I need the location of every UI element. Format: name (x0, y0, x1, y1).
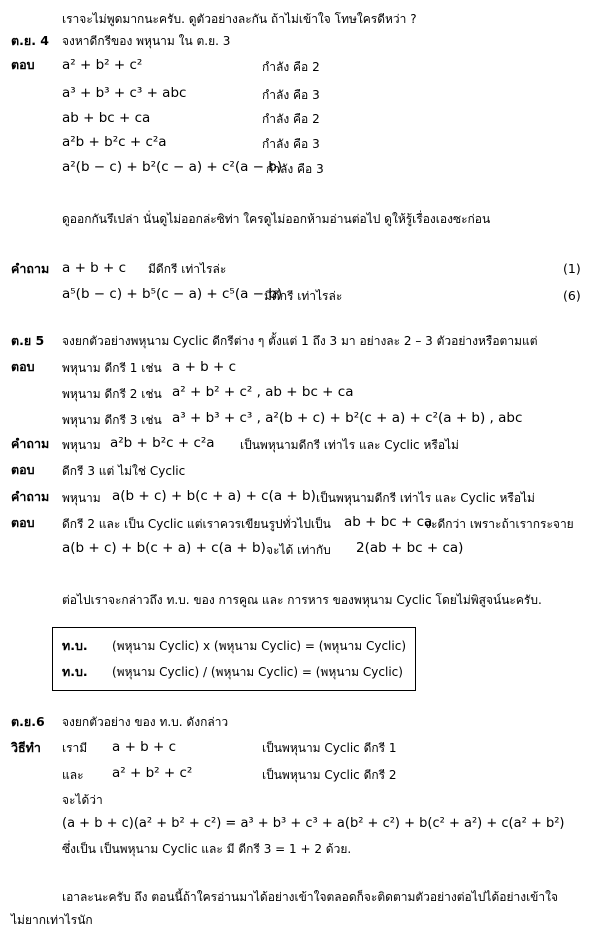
ex4-degree-2: กำลัง คือ 3 (262, 88, 320, 102)
question-cyclic-2-pre: พหุนาม (62, 491, 101, 505)
ex6-r5: ซึ่งเป็น เป็นพหุนาม Cyclic และ มี ดีกรี 3 = 1 + 2 ด้วย. (62, 842, 352, 856)
question-2-text: มีดีกรี เท่าไรล่ะ (264, 289, 343, 303)
ex4-expr-4: a²b + b²c + c²a (62, 134, 167, 150)
question-2-expr: a⁵(b − c) + b⁵(c − a) + c⁵(a − b) (62, 286, 283, 302)
theorem-2-label: ท.บ. (62, 664, 88, 679)
example-5-answer-label: ตอบ (11, 359, 35, 374)
intro-line: เราจะไม่พูดมากนะครับ. ดูตัวอย่างละกัน ถ้าไม่เข้าใจ โทษใครดีหว่า ? (62, 12, 417, 26)
ex6-r1-desc: เป็นพหุนาม Cyclic ดีกรี 1 (262, 741, 397, 755)
theorem-1-text: (พหุนาม Cyclic) x (พหุนาม Cyclic) = (พหุนาม Cyclic) (112, 639, 406, 653)
ex6-r4-expr: (a + b + c)(a² + b² + c²) = a³ + b³ + c³ + a(b² + c²) + b(c² + a²) + c(a² + b²) (62, 816, 565, 831)
answer-cyclic-2-expr: ab + bc + ca (344, 514, 433, 530)
ex5-a2-text: พหุนาม ดีกรี 2 เช่น (62, 387, 162, 401)
ex6-r2-pre: และ (62, 768, 84, 782)
ex5-a3-expr: a³ + b³ + c³ , a²(b + c) + b²(c + a) + c²(a + b) , abc (172, 410, 523, 426)
ex4-expr-2: a³ + b³ + c³ + abc (62, 85, 187, 101)
ex4-degree-4: กำลัง คือ 3 (262, 137, 320, 151)
answer-cyclic-2-post: จะดีกว่า เพราะถ้าเรากระจาย (424, 517, 574, 531)
next-line: ต่อไปเราจะกล่าวถึง ท.บ. ของ การคูณ และ การหาร ของพหุนาม Cyclic โดยไม่พิสูจน์นะครับ. (62, 593, 542, 607)
question-1-label: คำถาม (11, 261, 50, 276)
ex6-r3: จะได้ว่า (62, 793, 103, 807)
question-1-text: มีดีกรี เท่าไรล่ะ (148, 262, 227, 276)
ex5-a2-expr: a² + b² + c² , ab + bc + ca (172, 384, 354, 400)
example-6-label: ต.ย.6 (11, 714, 45, 729)
question-cyclic-2-post: เป็นพหุนามดีกรี เท่าไร และ Cyclic หรือไม่ (316, 491, 535, 505)
expand-expr-1: a(b + c) + b(c + a) + c(a + b) (62, 540, 266, 556)
question-cyclic-2-label: คำถาม (11, 489, 50, 504)
question-1-number: (1) (563, 261, 581, 276)
ex5-a3-text: พหุนาม ดีกรี 3 เช่น (62, 413, 162, 427)
ex4-degree-3: กำลัง คือ 2 (262, 112, 320, 126)
ex4-degree-5: กำลัง คือ 3 (266, 162, 324, 176)
question-cyclic-1-post: เป็นพหุนามดีกรี เท่าไร และ Cyclic หรือไม่ (240, 438, 459, 452)
question-cyclic-1-label: คำถาม (11, 436, 50, 451)
ex6-r2-desc: เป็นพหุนาม Cyclic ดีกรี 2 (262, 768, 397, 782)
ex4-expr-3: ab + bc + ca (62, 110, 151, 126)
method-label: วิธีทำ (11, 740, 41, 755)
ex4-degree-1: กำลัง คือ 2 (262, 60, 320, 74)
example-4-question: จงหาดีกรีของ พหุนาม ใน ต.ย. 3 (62, 34, 231, 48)
ex4-expr-1: a² + b² + c² (62, 57, 143, 73)
question-cyclic-2-expr: a(b + c) + b(c + a) + c(a + b) (112, 488, 316, 504)
theorem-2-text: (พหุนาม Cyclic) / (พหุนาม Cyclic) = (พหุนาม Cyclic) (112, 665, 403, 679)
example-6-question: จงยกตัวอย่าง ของ ท.บ. ดังกล่าว (62, 715, 229, 729)
question-1-expr: a + b + c (62, 260, 127, 276)
answer-cyclic-2-label: ตอบ (11, 515, 35, 530)
ex4-expr-5: a²(b − c) + b²(c − a) + c²(a − b) (62, 159, 283, 175)
example-4-label: ต.ย. 4 (11, 33, 49, 48)
ex6-r1-expr: a + b + c (112, 739, 177, 755)
expand-expr-2: 2(ab + bc + ca) (356, 540, 464, 556)
theorem-1-label: ท.บ. (62, 638, 88, 653)
example-5-label: ต.ย 5 (11, 333, 45, 348)
example-5-question: จงยกตัวอย่างพหุนาม Cyclic ดีกรีต่าง ๆ ตั้งแต่ 1 ถึง 3 มา อย่างละ 2 – 3 ตัวอย่างหรือตามแต่ (62, 334, 538, 348)
question-2-number: (6) (563, 288, 581, 303)
question-cyclic-1-pre: พหุนาม (62, 438, 101, 452)
look-line: ดูออกกันรึเปล่า นั่นดูไม่ออกล่ะซิท่า ใครดูไม่ออกห้ามอ่านต่อไป ดูให้รู้เรื่องเองซะก่อน (62, 212, 491, 226)
ex5-a1-expr: a + b + c (172, 359, 237, 375)
example-4-answer-label: ตอบ (11, 57, 35, 72)
closing-line-2: ไม่ยากเท่าไรนัก (11, 913, 93, 927)
ex6-r1-pre: เรามี (62, 741, 88, 755)
theorem-box (52, 627, 416, 691)
closing-line-1: เอาละนะครับ ถึง ตอนนี้ถ้าใครอ่านมาได้อย่างเข้าใจตลอดก็จะติดตามตัวอย่างต่อไปได้อย่างเข้าใจ (62, 890, 559, 904)
answer-cyclic-1-text: ดีกรี 3 แต่ ไม่ใช่ Cyclic (62, 464, 186, 478)
answer-cyclic-2-pre: ดีกรี 2 และ เป็น Cyclic แต่เราควรเขียนรูปทั่วไปเป็น (62, 517, 331, 531)
answer-cyclic-1-label: ตอบ (11, 462, 35, 477)
question-cyclic-1-expr: a²b + b²c + c²a (110, 435, 215, 451)
ex5-a1-text: พหุนาม ดีกรี 1 เช่น (62, 361, 162, 375)
ex6-r2-expr: a² + b² + c² (112, 765, 193, 781)
expand-mid-text: จะได้ เท่ากับ (266, 543, 331, 557)
